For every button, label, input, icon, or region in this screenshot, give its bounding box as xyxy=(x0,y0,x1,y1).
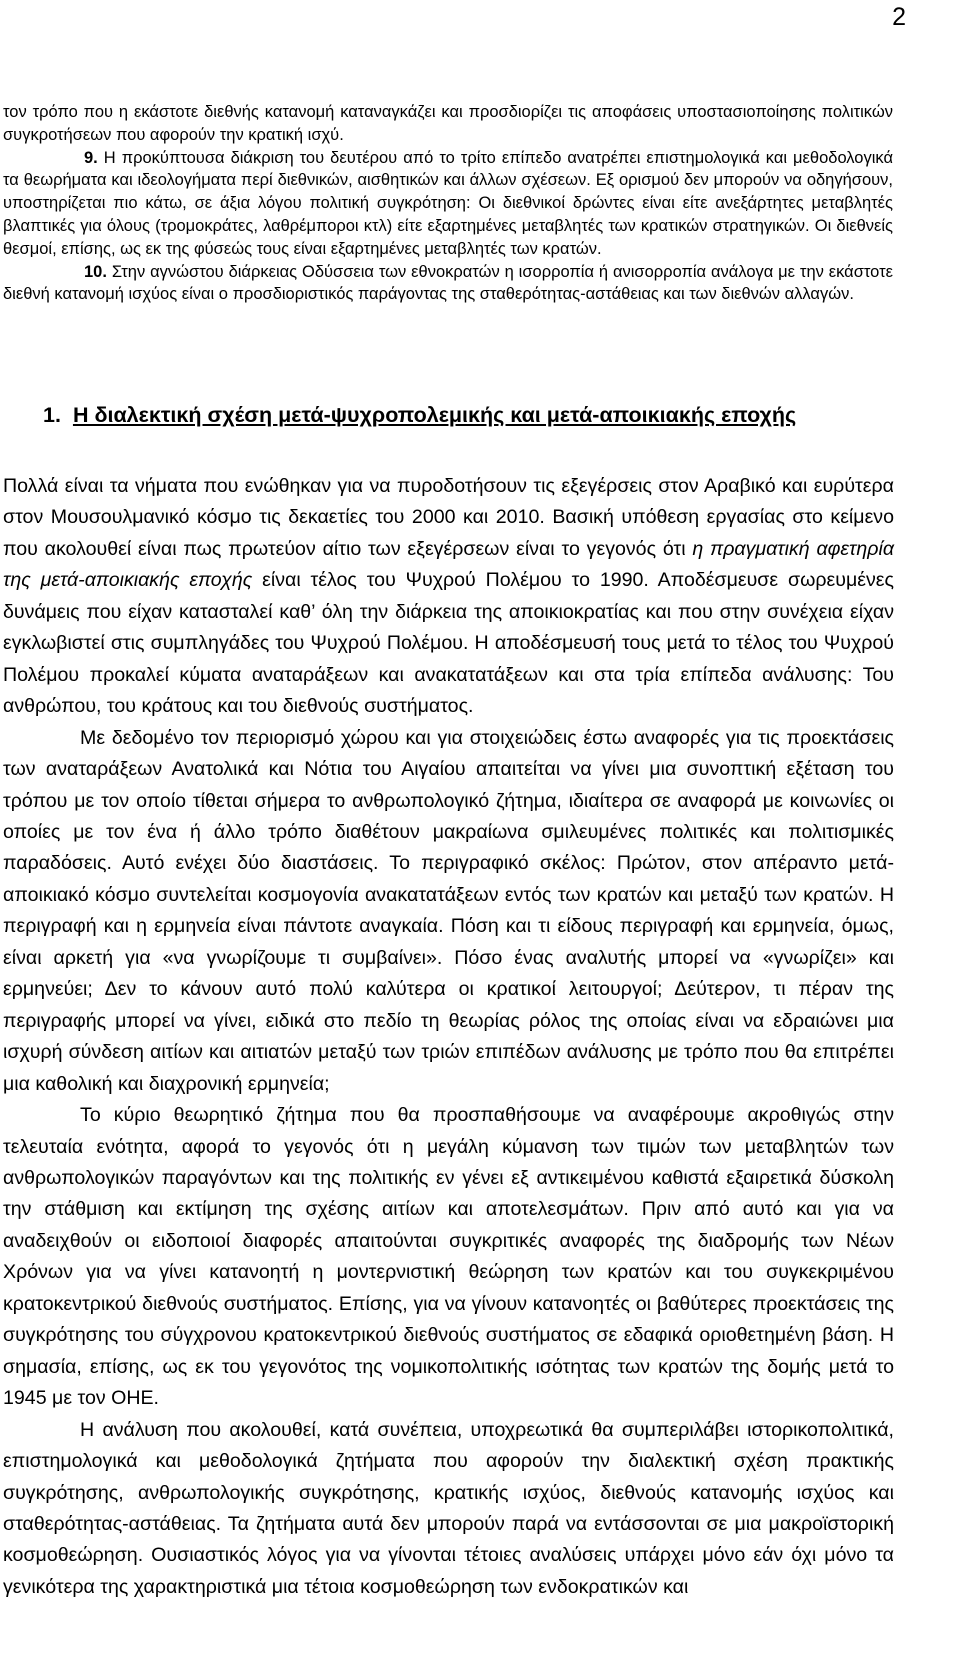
paragraph-text: Στην αγνώστου διάρκειας Οδύσσεια των εθνοκρατών η ισορροπία ή ανισορροπία ανάλογα με την εκάστοτε διεθνή κατανομή ισχύος είναι ο προσδιοριστικός παράγοντας της σταθερότητας-αστάθειας και των διεθνών αλλαγών. xyxy=(3,262,893,304)
intro-section xyxy=(3,101,893,306)
intro-paragraph-10 xyxy=(3,261,893,307)
intro-paragraph-9 xyxy=(3,147,893,261)
paragraph-number: 10. xyxy=(84,262,107,281)
emphasized-phrase: η πραγματική αφετηρία της μετά-αποικιακής εποχής xyxy=(3,537,894,592)
section-number: 1. xyxy=(43,403,61,427)
body-paragraph-4: Η ανάλυση που ακολουθεί, κατά συνέπεια, υποχρεωτικά θα συμπεριλάβει ιστορικοπολιτικά, επιστημολογικά και μεθοδολογικά ζητήματα που αφορούν την διαλεκτική σχέση πρακτικής συγκρότησης, ανθρωπολογικής συγκρότησης, κρατικής ισχύος, διεθνούς κατανομής ισχύος και σταθερότητας-αστάθειας. Τα ζητήματα αυτά δεν μπορούν παρά να εντάσσονται σε μια μακροϊστορική κοσμοθεώρηση. Ουσιαστικός λόγος για να γίνονται τέτοιες αναλύσεις υπάρχει μόνο εάν όχι μόνο τα γενικότερα της χαρακτηριστικά μια τέτοια κοσμοθεώρηση των ενδοκρατικών και xyxy=(3,1418,894,1598)
paragraph-number: 9. xyxy=(84,148,98,167)
paragraph-text: Η προκύπτουσα διάκριση του δευτέρου από το τρίτο επίπεδο ανατρέπει επιστημολογικά και μεθοδολογικά τα θεωρήματα και ιδεολογήματα περί διεθνικών, αισθητικών και άλλων σχέσεων. Εξ ορισμού δεν μπορούν να οδηγήσουν, υποστηρίζεται πιο κάτω, σε άξια λόγου πολιτική συγκρότηση: Οι διεθνικοί δρώντες είναι είτε ανεξάρτητες μεταβλητές βλαπτικές για όλους (τρομοκράτες, λαθρέμποροι κτλ) είτε εξαρτημένες μεταβλητές των κρατικών στρατηγικών. Οι διεθνείς θεσμοί, επίσης, ως εκ της φύσεώς τους είναι εξαρτημένες μεταβλητές των κρατών. xyxy=(3,148,893,258)
body-paragraph-1 xyxy=(3,471,894,723)
paragraph-text: είναι τέλος του Ψυχρού Πολέμου το 1990. Αποδέσμευσε σωρευμένες δυνάμεις που είχαν κατασταλεί καθ’ όλη την διάρκεια της αποικιοκρατίας και που στην συνέχεια είχαν εγκλωβιστεί στις συμπληγάδες του Ψυχρού Πολέμου. Η αποδέσμευσή τους μετά το τέλος του Ψυχρού Πολέμου προκαλεί κύματα αναταράξεων και ανακατατάξεων και στα τρία επίπεδα ανάλυσης: Του ανθρώπου, του κράτους και του διεθνούς συστήματος. xyxy=(3,569,894,718)
paragraph-text: Πολλά είναι τα νήματα που ενώθηκαν για να πυροδοτήσουν τις εξεγέρσεις στον Αραβικό και ευρύτερα στον Μουσουλμανικό κόσμο τις δεκαετίες του 2000 και 2010. Βασική υπόθεση εργασίας στο κείμενο που ακολουθεί είναι πως πρωτεύον αίτιο των εξεγέρσεων είναι το γεγονός ότι xyxy=(3,475,894,560)
body-paragraph-2: Με δεδομένο τον περιορισμό χώρου και για στοιχειώδεις έστω αναφορές για τις προεκτάσεις των αναταράξεων Ανατολικά και Νότια του Αιγαίου απαιτείται να γίνει μια συνοπτική εξέταση του τρόπου με τον οποίο τίθεται σήμερα το ανθρωπολογικό ζήτημα, ιδιαίτερα σε αναφορά με κοινωνίες οι οποίες με τον ένα ή άλλο τρόπο διαθέτουν μακραίωνα σμιλευμένες πολιτικές και πολιτισμικές παραδόσεις. Αυτό ενέχει δύο διαστάσεις. Το περιγραφικό σκέλος: Πρώτον, στον απέραντο μετά-αποικιακό κόσμο συντελείται κοσμογονία ανακατατάξεων εντός των κρατών και μεταξύ των κρατών. Η περιγραφή και η ερμηνεία είναι πάντοτε αναγκαία. Πόση και τι είδους περιγραφή και ερμηνεία, όμως, είναι αρκετή για «να γνωρίζουμε τι συμβαίνει». Πόσο ένας αναλυτής μπορεί να «γνωρίζει» και ερμηνεύει; Δεν το κάνουν αυτό πολύ καλύτερα οι κρατικοί λειτουργοί; Δεύτερον, τι πέραν της περιγραφής μπορεί να γίνει, ειδικά στο πεδίο τη θεωρίας ρόλος της οποίας είναι να εδραιώνει μια ισχυρή σύνδεση αιτίων και αιτιατών μεταξύ των τριών επιπέδων ανάλυσης με τρόπο που θα επιτρέπει μια καθολική και διαχρονική ερμηνεία; xyxy=(3,726,894,1095)
body-section xyxy=(3,471,894,1603)
page-number: 2 xyxy=(892,3,906,31)
section-heading xyxy=(43,401,923,429)
section-title: Η διαλεκτική σχέση μετά-ψυχροπολεμικής και μετά-αποικιακής εποχής xyxy=(72,403,797,427)
intro-paragraph-1: τον τρόπο που η εκάστοτε διεθνής κατανομή καταναγκάζει και προσδιορίζει τις αποφάσεις υποστασιοποίησης πολιτικών συγκροτήσεων που αφορούν την κρατική ισχύ. xyxy=(3,103,893,144)
body-paragraph-3: Το κύριο θεωρητικό ζήτημα που θα προσπαθήσουμε να αναφέρουμε ακροθιγώς στην τελευταία ενότητα, αφορά το γεγονός ότι η μεγάλη κύμανση των τιμών των μεταβλητών των ανθρωπολογικών παραγόντων και της πολιτικής εν γένει εξ αντικειμένου καθιστά εξαιρετικά δύσκολη την στάθμιση και εκτίμηση της σχέσης αιτίων και αποτελεσμάτων. Πριν από αυτό και για να αναδειχθούν οι ειδοποιοί διαφορές απαιτούνται συγκριτικές αναφορές της διαδρομής των Νέων Χρόνων για να γίνει κατανοητή η μοντερνιστική θεώρηση των κρατών και του συγκεκριμένου κρατοκεντρικού διεθνούς συστήματος. Επίσης, για να γίνουν κατανοητές οι βαθύτερες προεκτάσεις της συγκρότησης του σύγχρονου κρατοκεντρικού διεθνούς συστήματος σε εδαφικά οριοθετημένη βάση. Η σημασία, επίσης, ως εκ του γεγονότος της νομικοπολιτικής ισότητας των κρατών της δομής μετά το 1945 με τον ΟΗΕ. xyxy=(3,1104,894,1410)
